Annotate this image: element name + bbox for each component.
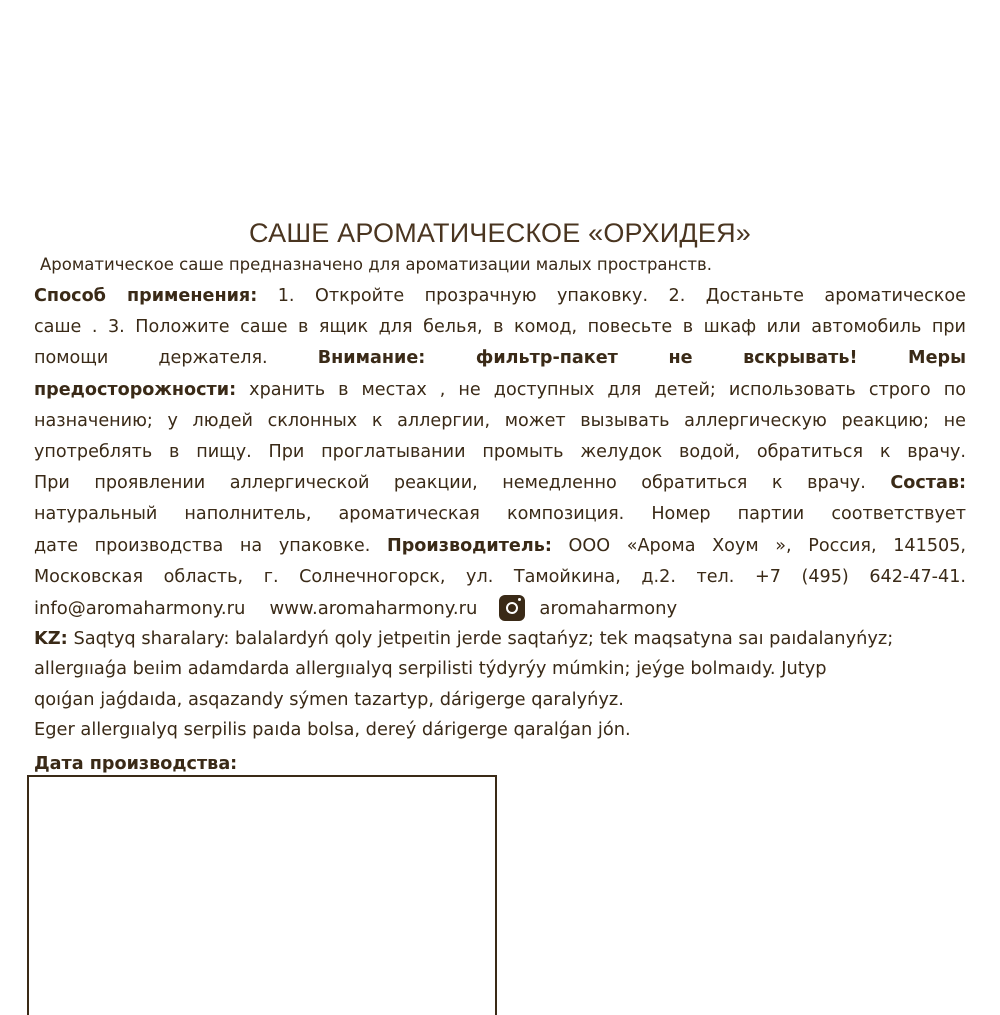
kz-line-4: Eger allergııalyq serpilis paıda bolsa, dereý dárigerge qaralǵan jón. (34, 719, 631, 741)
precautions-label: предосторожности: (34, 379, 237, 400)
intro-text: Ароматическое саше предназначено для ароматизации малых пространств. (40, 255, 712, 274)
contacts-row (34, 593, 966, 624)
composition-line-3: Московская область, г. Солнечногорск, ул. Тамойкина, д.2. тел. +7 (495) 642-47-41. (34, 566, 966, 587)
usage-line-1: Способ применения: 1. Откройте прозрачную упаковку. 2. Достаньте ароматическое (34, 286, 966, 306)
precautions-line-3: употреблять в пищу. При проглатывании промыть желудок водой, обратиться к врачу. (34, 441, 966, 462)
attention-text: Внимание: фильтр-пакет не вскрывать! Меры (317, 348, 966, 369)
instagram-icon (499, 595, 525, 621)
kz-line-1: KZ: Saqtyq sharalary: balalardyń qoly jetpeıtin jerde saqtańyz; tek maqsatyna saı paıdalanyńyz; (34, 627, 894, 649)
instructions-block (34, 281, 966, 593)
kz-line-3: qoıǵan jaǵdaıda, asqazandy sýmen tazartyp, dárigerge qaralyńyz. (34, 688, 624, 710)
manufacturer-label: Производитель: (386, 535, 552, 556)
product-title: САШЕ АРОМАТИЧЕСКОЕ «ОРХИДЕЯ» (249, 218, 751, 248)
precautions-line-2: назначению; у людей склонных к аллергии, может вызывать аллергическую реакцию; не (34, 410, 966, 431)
production-date-label: Дата производства: (34, 753, 238, 774)
instagram-handle: aromaharmony (539, 597, 678, 619)
kz-line-2: allergııaǵa beıim adamdarda allergııalyq serpilisti týdyrýy múmkin; jeýge bolmaıdy. Jutyp (34, 658, 827, 680)
composition-line-2: дате производства на упаковке. Производитель: ООО «Арома Хоум », Россия, 141505, (34, 535, 966, 556)
website-text: www.aromaharmony.ru (269, 597, 478, 619)
usage-line-2: саше . 3. Положите саше в ящик для белья, в комод, повесьте в шкаф или автомобиль при (34, 317, 966, 338)
composition-line-1: натуральный наполнитель, ароматическая композиция. Номер партии соответствует (34, 504, 966, 525)
kazakh-text-block (34, 624, 966, 746)
production-date-box (27, 775, 497, 1015)
precautions-line-4: При проявлении аллергической реакции, немедленно обратиться к врачу. Состав: (34, 473, 966, 494)
usage-label: Способ применения: (34, 286, 258, 306)
email-text: info@aromaharmony.ru (34, 597, 246, 619)
usage-line-3: помощи держателя. Внимание: фильтр-пакет не вскрывать! Меры (34, 348, 966, 369)
composition-label: Состав: (890, 473, 966, 494)
kz-label: KZ: (34, 627, 68, 649)
product-label (34, 218, 966, 778)
precautions-line-1: предосторожности: хранить в местах , не доступных для детей; использовать строго по (34, 379, 966, 400)
